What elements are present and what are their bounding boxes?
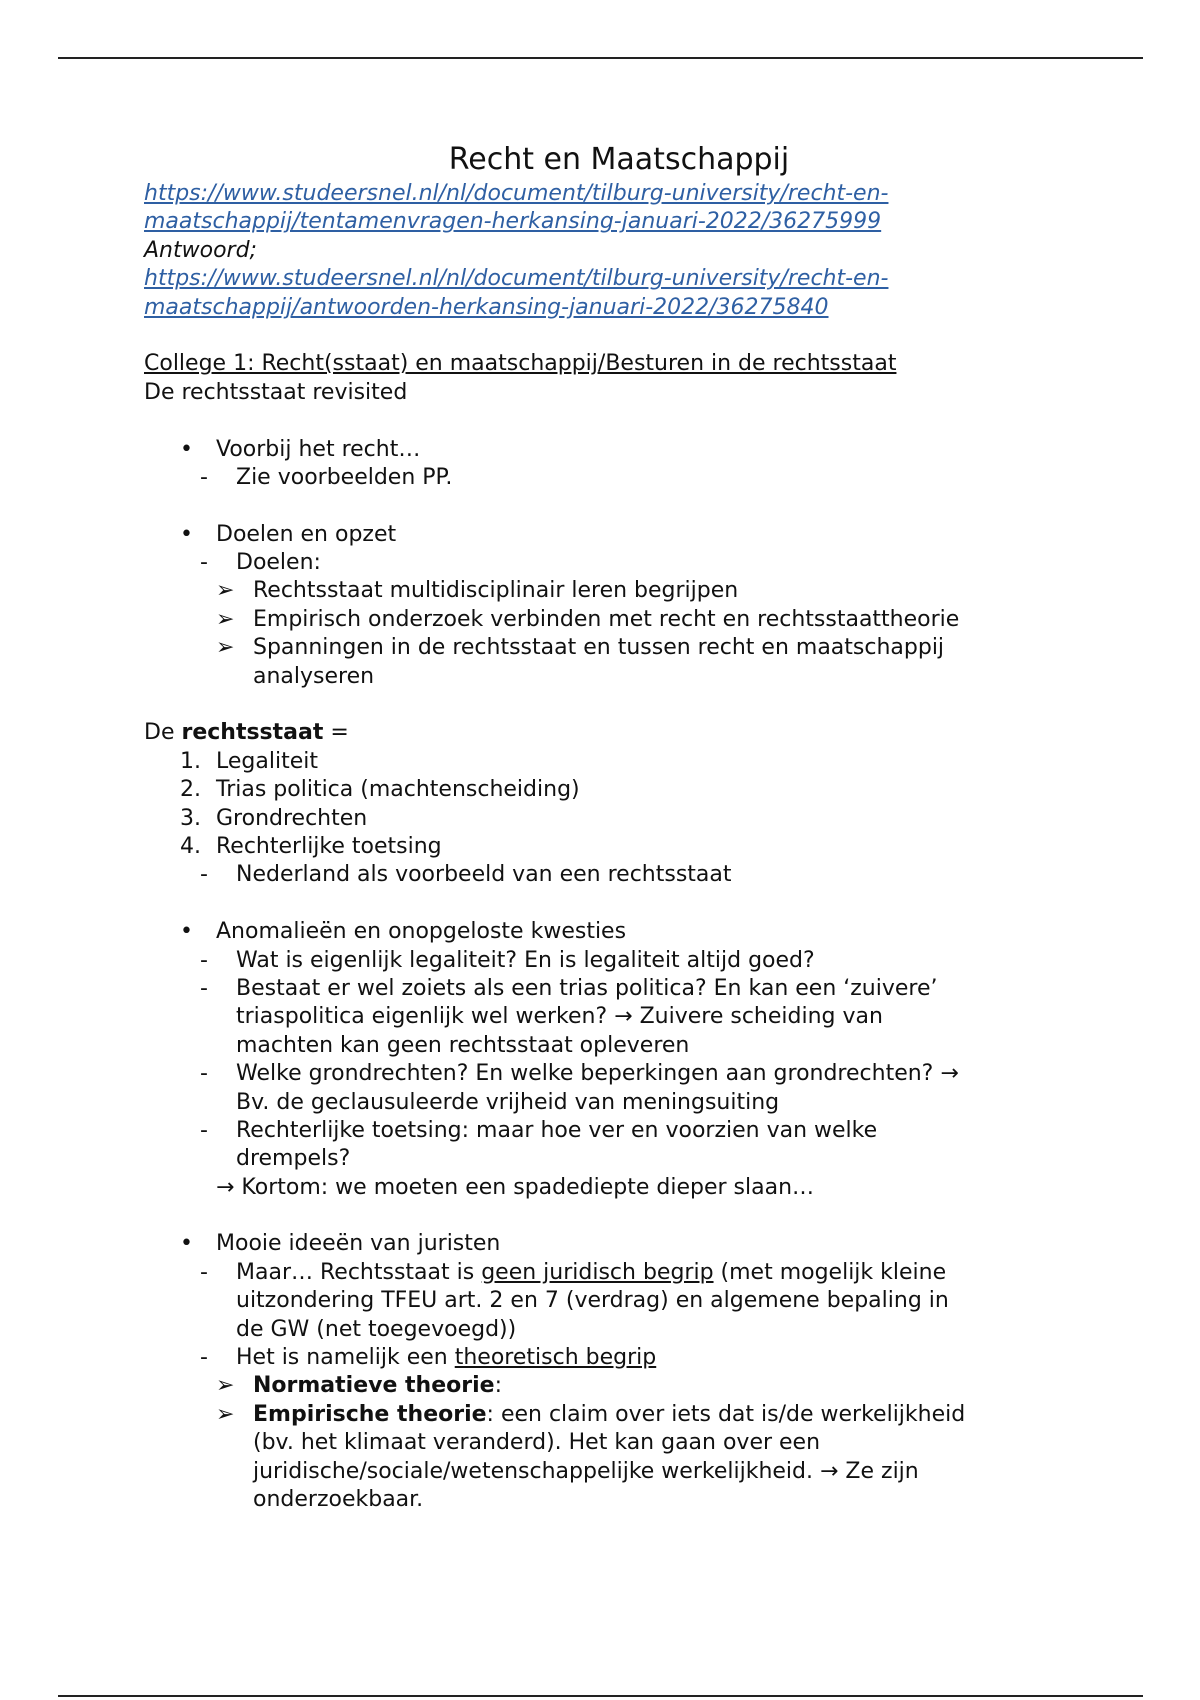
list-item-continuation: machten kan geen rechtsstaat opleveren: [236, 1032, 690, 1058]
numbered-item: 2. Trias politica (machtenscheiding): [180, 777, 580, 803]
list-item-continuation: de GW (net toegevoegd)): [236, 1316, 517, 1342]
list-item: • Doelen en opzet: [144, 521, 1064, 549]
conclusion-line: → Kortom: we moeten een spadediepte dieper slaan…: [216, 1174, 815, 1200]
document-title: Recht en Maatschappij: [448, 142, 790, 177]
list-item-continuation: Bv. de geclausuleerde vrijheid van meningsuiting: [236, 1089, 780, 1115]
list-item-continuation: onderzoekbaar.: [253, 1486, 424, 1512]
link-questions-1[interactable]: https://www.studeersnel.nl/nl/document/tilburg-university/recht-en-: [144, 181, 889, 206]
bullet-icon: •: [180, 1231, 193, 1257]
list-item-continuation: analyseren: [253, 663, 375, 689]
dash-icon: -: [200, 947, 208, 973]
list-item: ➢ Rechtsstaat multidisciplinair leren begrijpen: [144, 577, 1064, 605]
arrow-bullet-icon: ➢: [216, 578, 235, 604]
list-item: - Maar… Rechtsstaat is geen juridisch begrip (met mogelijk kleine: [144, 1259, 1064, 1287]
dash-icon: -: [200, 1117, 208, 1143]
numbered-item: 4. Rechterlijke toetsing: [180, 833, 442, 859]
arrow-bullet-icon: ➢: [216, 1373, 235, 1399]
answer-label: Antwoord;: [144, 237, 257, 263]
numbered-item: 1. Legaliteit: [180, 748, 318, 774]
list-item: • Anomalieën en onopgeloste kwesties: [144, 918, 1064, 946]
bullet-icon: •: [180, 436, 193, 462]
link-questions-2[interactable]: maatschappij/tentamenvragen-herkansing-januari-2022/36275999: [144, 209, 882, 235]
list-item-continuation: drempels?: [236, 1146, 351, 1172]
list-item: - Welke grondrechten? En welke beperkingen aan grondrechten? →: [144, 1060, 1064, 1088]
definition-heading: De rechtsstaat =: [144, 720, 349, 746]
bullet-icon: •: [180, 521, 193, 547]
list-item: - Zie voorbeelden PP.: [144, 464, 1064, 492]
header-rule: [58, 57, 1143, 59]
list-item: - Rechterlijke toetsing: maar hoe ver en voorzien van welke: [144, 1117, 1064, 1145]
list-item: • Voorbij het recht…: [144, 436, 1064, 464]
list-item-continuation: triaspolitica eigenlijk wel werken? → Zuivere scheiding van: [236, 1004, 883, 1030]
subheading: De rechtsstaat revisited: [144, 379, 408, 405]
list-item: - Wat is eigenlijk legaliteit? En is legaliteit altijd goed?: [144, 947, 1064, 975]
college-heading: College 1: Recht(sstaat) en maatschappij/Besturen in de rechtsstaat: [144, 351, 897, 377]
arrow-bullet-icon: ➢: [216, 606, 235, 632]
dash-icon: -: [200, 464, 208, 490]
list-item: ➢ Normatieve theorie:: [144, 1372, 1064, 1400]
dash-icon: -: [200, 1345, 208, 1371]
list-item: ➢ Spanningen in de rechtsstaat en tussen recht en maatschappij: [144, 634, 1064, 662]
dash-icon: -: [200, 975, 208, 1001]
list-item: ➢ Empirische theorie: een claim over iets dat is/de werkelijkheid: [144, 1401, 1064, 1429]
numbered-item: 3. Grondrechten: [180, 805, 368, 831]
dash-icon: -: [200, 1061, 208, 1087]
link-answers-1[interactable]: https://www.studeersnel.nl/nl/document/tilburg-university/recht-en-: [144, 266, 889, 292]
bullet-icon: •: [180, 919, 193, 945]
dash-icon: -: [200, 862, 208, 888]
list-item: - Het is namelijk een theoretisch begrip: [144, 1344, 1064, 1372]
list-item-continuation: juridische/sociale/wetenschappelijke werkelijkheid. → Ze zijn: [253, 1458, 919, 1484]
arrow-bullet-icon: ➢: [216, 1401, 235, 1427]
list-item: - Nederland als voorbeeld van een rechtsstaat: [144, 861, 1064, 889]
dash-icon: -: [200, 550, 208, 576]
list-item: • Mooie ideeën van juristen: [144, 1230, 1064, 1258]
dash-icon: -: [200, 1259, 208, 1285]
list-item-continuation: (bv. het klimaat veranderd). Het kan gaan over een: [253, 1430, 821, 1456]
list-item-continuation: uitzondering TFEU art. 2 en 7 (verdrag) en algemene bepaling in: [236, 1288, 949, 1314]
footer-rule: [58, 1695, 1143, 1697]
list-item: - Doelen:: [144, 549, 1064, 577]
document-page: [144, 140, 1064, 1514]
arrow-bullet-icon: ➢: [216, 635, 235, 661]
link-answers-2[interactable]: maatschappij/antwoorden-herkansing-januari-2022/36275840: [144, 294, 829, 320]
list-item: - Bestaat er wel zoiets als een trias politica? En kan een ‘zuivere’: [144, 975, 1064, 1003]
list-item: ➢ Empirisch onderzoek verbinden met recht en rechtsstaattheorie: [144, 606, 1064, 634]
